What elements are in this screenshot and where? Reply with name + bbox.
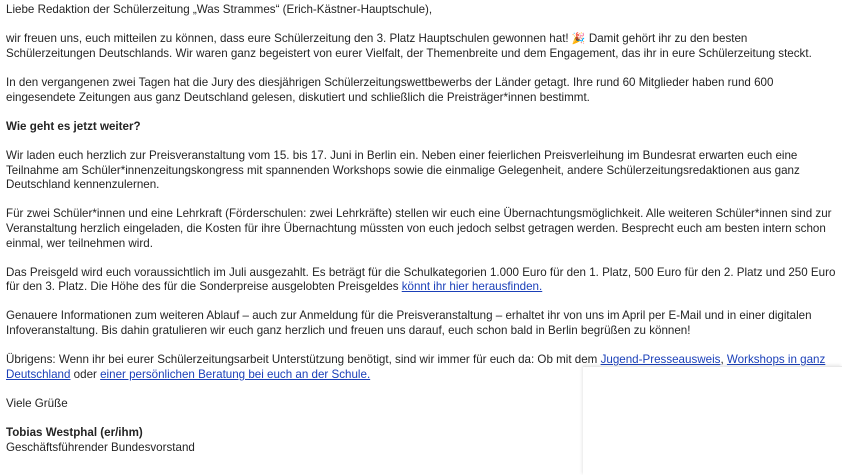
paragraph-text: Damit gehört ihr zu den besten Schülerzeitungen Deutschlands. Wir waren ganz begeistert von eurer Vielfalt, der Themenbreite und dem Engagement, das ihr in eure Schülerzeitung steckt. xyxy=(6,32,812,60)
email-paragraph-jury: In den vergangenen zwei Tagen hat die Jury des diesjährigen Schülerzeitungswettbewerbs der Länder getagt. Ihre rund 60 Mitglieder haben rund 600 eingesendete Zeitungen aus ganz Deutschland gelesen, diskutiert und schließlich die Preisträger*innen bestimmt. xyxy=(6,75,774,104)
email-salutation: Liebe Redaktion der Schülerzeitung „Was Strammes“ (Erich-Kästner-Hauptschule), xyxy=(6,3,433,16)
consultation-link[interactable]: einer persönlichen Beratung bei euch an der Schule. xyxy=(100,367,371,381)
email-paragraph-further-info: Genauere Informationen zum weiteren Ablauf – auch zur Anmeldung für die Preisveranstaltung – erhaltet ihr von uns im April per E-Mail und in einer digitalen Infoveranstaltung. Bis dahin gratulieren wir euch ganz herzlich und freuen uns darauf, euch schon bald in Berlin begrüßen zu können! xyxy=(6,309,812,338)
paragraph-text: wir freuen uns, euch mitteilen zu können, dass eure Schülerzeitung den 3. Platz Hauptschulen gewonnen hat! xyxy=(6,32,569,46)
email-paragraph-invitation: Wir laden euch herzlich zur Preisveranstaltung vom 15. bis 17. Juni in Berlin ein. Neben einer feierlichen Preisverleihung im Bundesrat erwarten euch eine Teilnahme am Schüler*innenzeitungskongress mit spannenden Workshops sowie die einmalige Gelegenheit, andere Schülerzeitungsredaktionen aus ganz Deutschland kennenzulernen. xyxy=(6,148,800,192)
sender-title: Geschäftsführender Bundesvorstand xyxy=(6,440,195,454)
email-paragraph-accommodation: Für zwei Schüler*innen und eine Lehrkraft (Förderschulen: zwei Lehrkräfte) stellen wir euch eine Übernachtungsmöglichkeit. Alle weiteren Schüler*innen sind zur Veranstaltung herzlich eingeladen, die Kosten für ihre Übernachtung müssten von euch jedoch selbst getragen werden. Besprecht euch am besten intern schon einmal, wer teilnehmen wird. xyxy=(6,207,832,250)
email-paragraph-prize-money xyxy=(6,266,836,295)
sender-name: Tobias Westphal (er/ihm) xyxy=(6,426,143,440)
separator-text: oder xyxy=(70,367,101,381)
paragraph-text: Übrigens: Wenn ihr bei eurer Schülerzeitungsarbeit Unterstützung benötigt, sind wir immer für euch da: Ob mit dem xyxy=(6,353,601,367)
email-heading-next-steps: Wie geht es jetzt weiter? xyxy=(6,119,141,133)
party-popper-icon: 🎉 xyxy=(571,33,586,46)
overlay-panel-border xyxy=(583,366,842,367)
email-closing: Viele Grüße xyxy=(6,397,68,411)
email-paragraph-congratulations xyxy=(6,32,836,61)
overlay-panel xyxy=(583,366,842,475)
paragraph-text: Das Preisgeld wird euch voraussichtlich im Juli ausgezahlt. Es beträgt für die Schulkategorien 1.000 Euro für den 1. Platz, 500 Euro für den 2. Platz und 250 Euro für den 3. Platz. Die Höhe des für die Sonderpreise ausgelobten Preisgeldes xyxy=(6,265,836,294)
special-prizes-link[interactable]: könnt ihr hier herausfinden. xyxy=(401,280,543,294)
workshops-link[interactable]: Workshops in ganz Deutschland xyxy=(6,353,826,381)
separator-text: , xyxy=(720,353,727,367)
press-card-link[interactable]: Jugend-Presseausweis xyxy=(600,353,721,367)
